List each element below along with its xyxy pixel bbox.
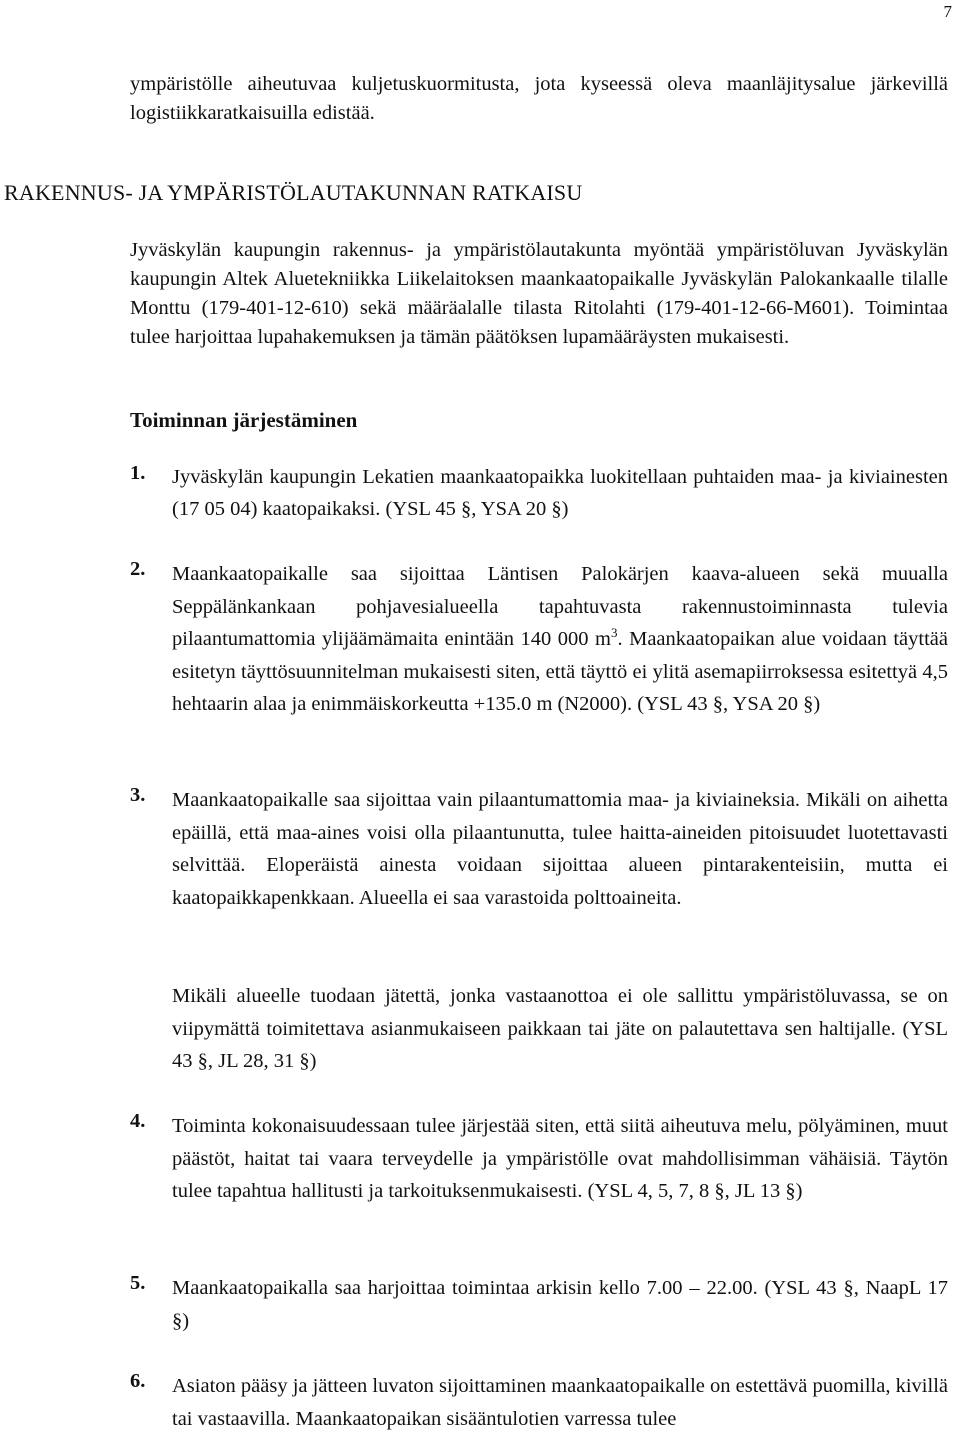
list-item-6 <box>130 1370 948 1435</box>
item-text: Maankaatopaikalla saa harjoittaa toimintaa arkisin kello 7.00 – 22.00. (YSL 43 §, NaapL 17 §) <box>172 1277 948 1332</box>
item-text: Maankaatopaikalle saa sijoittaa vain pilaantumattomia maa- ja kiviaineksia. Mikäli on aihetta epäillä, että maa-aines voisi olla pilaantunutta, tulee haitta-aineiden pitoisuudet luotettavasti selvittää. Eloperäistä ainesta voidaan sijoittaa alueen pintarakenteisiin, mutta ei kaatopaikkapenkkaan. Alueella ei saa varastoida polttoaineita. <box>172 789 948 909</box>
list-item-1 <box>130 462 948 525</box>
item-text <box>172 558 948 721</box>
item-number: 5. <box>130 1272 146 1294</box>
item-text-part-1: Maankaatopaikalle saa sijoittaa Läntisen Palokärjen kaava-alueen sekä muualla Seppälänkankaan pohjavesialueella tapahtuvasta rakennustoiminnasta tulevia pilaantumattomia ylijäämämaita enintään 140 000 m <box>172 563 948 650</box>
item-number: 2. <box>130 558 146 580</box>
list-item-4 <box>130 1110 948 1208</box>
list-item-5 <box>130 1272 948 1337</box>
item-text: Jyväskylän kaupungin Lekatien maankaatopaikka luokitellaan puhtaiden maa- ja kiviainesten (17 05 04) kaatopaikaksi. (YSL 45 §, YSA 20 §) <box>172 466 948 520</box>
decision-heading: RAKENNUS- JA YMPÄRISTÖLAUTAKUNNAN RATKAISU <box>4 180 583 205</box>
decision-paragraph: Jyväskylän kaupungin rakennus- ja ympäristölautakunta myöntää ympäristöluvan Jyväskylän kaupungin Altek Aluetekniikka Liikelaitoksen maankaatopaikalle Jyväskylän Palokankaalle tilalle Monttu (179-401-12-610) sekä määräalalle tilasta Ritolahti (179-401-12-66-M601). Toimintaa tulee harjoittaa lupahakemuksen ja tämän päätöksen lupamääräysten mukaisesti. <box>130 239 948 348</box>
item-3-continuation: Mikäli alueelle tuodaan jätettä, jonka vastaanottoa ei ole sallittu ympäristöluvassa, se on viipymättä toimitettava asianmukaiseen paikkaan tai jäte on palautettava sen haltijalle. (YSL 43 §, JL 28, 31 §) <box>172 985 948 1072</box>
item-text: Asiaton pääsy ja jätteen luvaton sijoittaminen maankaatopaikalle on estettävä puomilla, kivillä tai vastaavilla. Maankaatopaikan sisääntulotien varressa tulee <box>172 1375 948 1430</box>
item-text-part-2: . Maankaatopaikan alue voidaan täyttää esitetyn täyttösuunnitelman mukaisesti siten, että täyttö ei ylitä asemapiirroksessa esitettyä 4,5 hehtaarin alaa ja enimmäiskorkeutta +135.0 m (N2000). (YSL 43 §, YSA 20 §) <box>172 628 948 715</box>
item-number: 4. <box>130 1110 146 1132</box>
list-item-3 <box>130 784 948 914</box>
item-number: 3. <box>130 784 146 806</box>
item-number: 6. <box>130 1370 146 1392</box>
superscript-3: 3 <box>610 625 618 641</box>
page-number: 7 <box>943 2 952 21</box>
intro-paragraph: ympäristölle aiheutuvaa kuljetuskuormitusta, jota kyseessä oleva maanläjitysalue järkevillä logistiikkaratkaisuilla edistää. <box>130 73 948 124</box>
item-text: Toiminta kokonaisuudessaan tulee järjestää siten, että siitä aiheutuva melu, pölyäminen, muut päästöt, haitat tai vaara terveydelle ja ympäristölle ovat mahdollisimman vähäisiä. Täytön tulee tapahtua hallitusti ja tarkoituksenmukaisesti. (YSL 4, 5, 7, 8 §, JL 13 §) <box>172 1115 948 1202</box>
list-item-2 <box>130 558 948 721</box>
item-number: 1. <box>130 462 146 484</box>
organization-heading: Toiminnan järjestäminen <box>130 408 358 432</box>
